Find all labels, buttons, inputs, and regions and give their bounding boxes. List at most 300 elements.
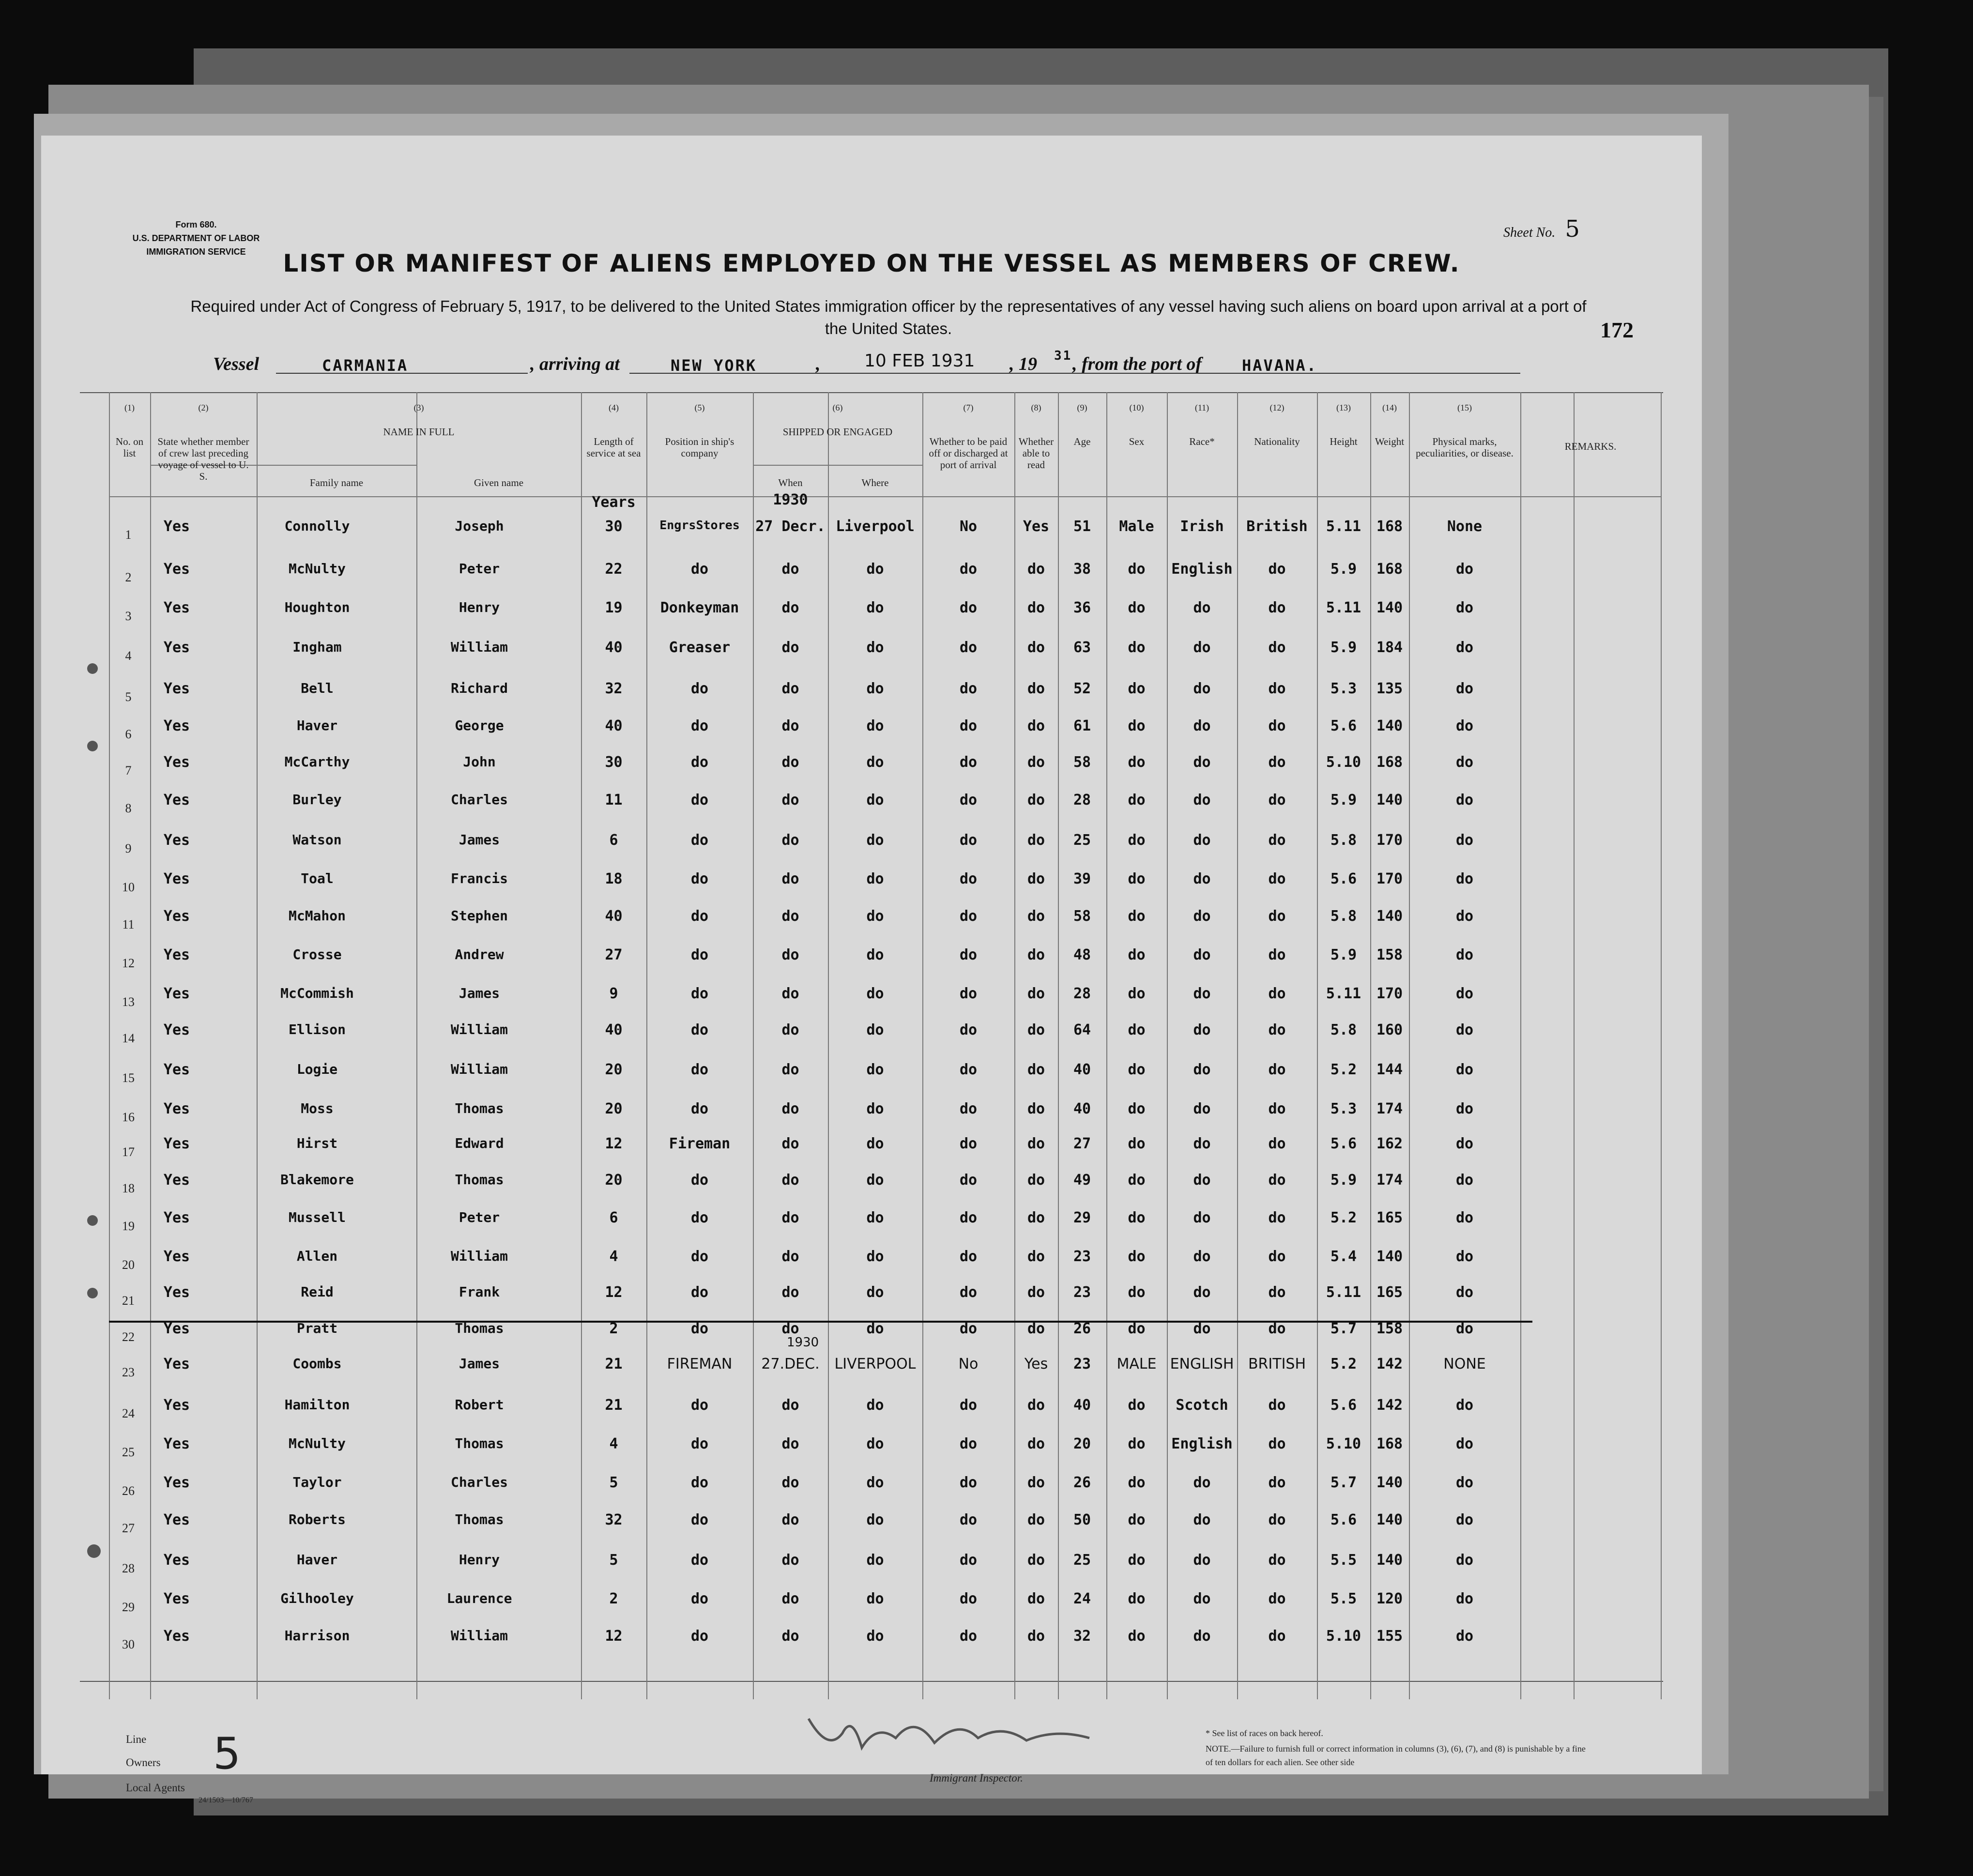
cell-prev: Yes — [163, 1356, 190, 1373]
cell-read: do — [1027, 1511, 1045, 1528]
cell-position: do — [690, 1100, 709, 1117]
cell-paid: No — [959, 518, 978, 535]
cell-position: Greaser — [669, 639, 731, 656]
cell-paid: do — [959, 1511, 978, 1528]
cell-race: do — [1193, 1172, 1211, 1189]
strikethrough-line — [109, 1321, 1532, 1323]
column-header-c5: Position in ship's company — [665, 436, 734, 459]
cell-family: McCommish — [280, 985, 354, 1001]
cell-position: do — [690, 1022, 709, 1038]
cell-family: Gilhooley — [280, 1590, 354, 1606]
cell-family: McNulty — [288, 1435, 346, 1451]
cell-race: do — [1193, 754, 1211, 771]
cell-when: do — [781, 1590, 799, 1607]
cell-read: do — [1027, 1435, 1045, 1452]
cell-read: do — [1027, 1248, 1045, 1265]
cell-weight: 142 — [1376, 1397, 1403, 1414]
cell-given: Charles — [450, 1474, 508, 1490]
cell-service: 6 — [609, 832, 618, 849]
cell-height: 5.7 — [1330, 1320, 1357, 1337]
cell-family: Pratt — [296, 1320, 338, 1336]
punch-hole — [87, 741, 98, 751]
cell-family: Blakemore — [280, 1172, 354, 1188]
cell-race: do — [1193, 1552, 1211, 1569]
cell-where: do — [866, 1628, 884, 1645]
cell-age: 23 — [1073, 1248, 1091, 1265]
cell-age: 58 — [1073, 754, 1091, 771]
cell-paid: do — [959, 1628, 978, 1645]
cell-nat: do — [1268, 1248, 1286, 1265]
cell-where: do — [866, 870, 884, 887]
cell-height: 5.11 — [1326, 599, 1361, 616]
column-divider — [1574, 392, 1575, 1699]
column-header-c13: Height — [1330, 436, 1358, 447]
cell-when: do — [781, 792, 799, 808]
cell-sex: do — [1128, 1552, 1146, 1569]
cell-read: do — [1027, 1022, 1045, 1038]
cell-age: 52 — [1073, 680, 1091, 697]
cell-read: Yes — [1024, 1356, 1048, 1373]
cell-service: 12 — [605, 1135, 623, 1152]
cell-position: do — [690, 946, 709, 963]
cell-age: 26 — [1073, 1474, 1091, 1491]
cell-service: 40 — [605, 908, 623, 925]
cell-family: Roberts — [288, 1511, 346, 1527]
cell-given: William — [450, 1628, 508, 1644]
arrival-port: NEW YORK — [671, 356, 757, 375]
row-number: 17 — [122, 1145, 135, 1159]
cell-paid: do — [959, 717, 978, 734]
cell-given: Henry — [459, 599, 500, 615]
cell-prev: Yes — [163, 1135, 190, 1152]
cell-prev: Yes — [163, 1511, 190, 1528]
given-name-header: Given name — [474, 477, 524, 488]
cell-given: James — [459, 1356, 500, 1372]
cell-when: do — [781, 946, 799, 963]
cell-position: do — [690, 680, 709, 697]
cell-when: do — [781, 1320, 799, 1337]
cell-service: 22 — [605, 561, 623, 578]
cell-when: do — [781, 1474, 799, 1491]
cell-paid: do — [959, 832, 978, 849]
cell-marks: do — [1455, 1135, 1474, 1152]
cell-given: James — [459, 832, 500, 848]
cell-when: do — [781, 908, 799, 925]
cell-given: Peter — [459, 1209, 500, 1225]
cell-sex: do — [1128, 717, 1146, 734]
cell-where: do — [866, 1248, 884, 1265]
fine-note: NOTE.—Failure to furnish full or correct information in columns (3), (6), (7), and (8) is punishable by a fine of ten dollars for each alien. See other side — [1206, 1744, 1586, 1767]
cell-read: do — [1027, 754, 1045, 771]
cell-nat: do — [1268, 717, 1286, 734]
cell-weight: 140 — [1376, 599, 1403, 616]
cell-sex: do — [1128, 639, 1146, 656]
cell-race: do — [1193, 1628, 1211, 1645]
cell-read: do — [1027, 717, 1045, 734]
cell-where: Liverpool — [836, 518, 915, 535]
cell-given: Andrew — [455, 946, 504, 962]
column-divider — [1167, 392, 1168, 1699]
cell-family: Reid — [301, 1284, 334, 1300]
cell-when: do — [781, 1284, 799, 1301]
cell-given: Joseph — [455, 518, 504, 534]
cell-read: do — [1027, 1135, 1045, 1152]
column-header-c12: Nationality — [1254, 436, 1300, 447]
cell-marks: do — [1455, 561, 1474, 578]
cell-height: 5.9 — [1330, 1172, 1357, 1189]
cell-sex: do — [1128, 832, 1146, 849]
cell-marks: do — [1455, 717, 1474, 734]
cell-when: do — [781, 639, 799, 656]
cell-race: do — [1193, 599, 1211, 616]
cell-family: Watson — [292, 832, 342, 848]
column-number-c1: (1) — [124, 403, 135, 412]
cell-weight: 160 — [1376, 1022, 1403, 1038]
cell-marks: do — [1455, 1435, 1474, 1452]
cell-marks: do — [1455, 680, 1474, 697]
column-divider — [150, 392, 151, 1699]
cell-age: 63 — [1073, 639, 1091, 656]
vessel-label: Vessel — [213, 354, 259, 374]
cell-paid: do — [959, 1590, 978, 1607]
cell-age: 23 — [1073, 1284, 1091, 1301]
cell-nat: do — [1268, 1552, 1286, 1569]
cell-nat: do — [1268, 1320, 1286, 1337]
row-number: 28 — [122, 1561, 135, 1575]
cell-age: 26 — [1073, 1320, 1091, 1337]
cell-height: 5.9 — [1330, 792, 1357, 808]
cell-when: do — [781, 1209, 799, 1226]
service-name: IMMIGRATION SERVICE — [146, 247, 246, 257]
cell-when: do — [781, 680, 799, 697]
cell-where: do — [866, 1511, 884, 1528]
cell-age: 28 — [1073, 792, 1091, 808]
column-divider — [109, 392, 110, 1699]
cell-where: do — [866, 832, 884, 849]
cell-nat: do — [1268, 561, 1286, 578]
departure-port: HAVANA. — [1242, 356, 1317, 375]
cell-service: 12 — [605, 1284, 623, 1301]
row-number: 29 — [122, 1600, 135, 1614]
cell-nat: do — [1268, 946, 1286, 963]
cell-prev: Yes — [163, 1552, 190, 1569]
cell-sex: do — [1128, 1284, 1146, 1301]
cell-prev: Yes — [163, 754, 190, 771]
cell-weight: 170 — [1376, 985, 1403, 1002]
cell-weight: 140 — [1376, 1511, 1403, 1528]
cell-position: do — [690, 985, 709, 1002]
cell-family: Hirst — [296, 1135, 338, 1151]
cell-service: 4 — [609, 1248, 618, 1265]
cell-age: 25 — [1073, 832, 1091, 849]
column-divider — [1661, 392, 1662, 1699]
cell-age: 61 — [1073, 717, 1091, 734]
cell-nat: BRITISH — [1248, 1356, 1306, 1373]
row-number: 21 — [122, 1294, 135, 1308]
cell-when: do — [781, 832, 799, 849]
row-number: 26 — [122, 1484, 135, 1498]
cell-where: do — [866, 985, 884, 1002]
cell-paid: do — [959, 1022, 978, 1038]
cell-where: do — [866, 1135, 884, 1152]
cell-weight: 170 — [1376, 870, 1403, 887]
cell-height: 5.10 — [1326, 1628, 1361, 1645]
cell-weight: 155 — [1376, 1628, 1403, 1645]
print-code: 24/1503—10/767 — [199, 1796, 253, 1804]
cell-race: do — [1193, 1474, 1211, 1491]
cell-age: 25 — [1073, 1552, 1091, 1569]
cell-nat: do — [1268, 870, 1286, 887]
cell-height: 5.10 — [1326, 754, 1361, 771]
cell-service: 9 — [609, 985, 618, 1002]
cell-height: 5.9 — [1330, 561, 1357, 578]
sheet-number-value: 5 — [1565, 215, 1580, 243]
cell-paid: do — [959, 1284, 978, 1301]
cell-service: 21 — [605, 1356, 623, 1373]
cell-read: do — [1027, 792, 1045, 808]
cell-marks: do — [1455, 1320, 1474, 1337]
cell-when: do — [781, 1552, 799, 1569]
cell-service: 32 — [605, 680, 623, 697]
cell-sex: do — [1128, 1435, 1146, 1452]
cell-nat: British — [1246, 518, 1308, 535]
cell-position: do — [690, 1284, 709, 1301]
cell-marks: do — [1455, 792, 1474, 808]
cell-service: 2 — [609, 1320, 618, 1337]
row-number: 15 — [122, 1071, 135, 1085]
cell-race: do — [1193, 870, 1211, 887]
row-number: 16 — [122, 1110, 135, 1124]
cell-race: do — [1193, 717, 1211, 734]
cell-nat: do — [1268, 1397, 1286, 1414]
cell-family: Crosse — [292, 946, 342, 962]
remarks-header: REMARKS. — [1564, 441, 1617, 452]
cell-given: Francis — [450, 870, 508, 886]
cell-where: do — [866, 1284, 884, 1301]
cell-family: McMahon — [288, 908, 346, 924]
year-entry: 1930 — [773, 491, 808, 508]
cell-family: Hamilton — [284, 1397, 350, 1413]
cell-given: Thomas — [455, 1320, 504, 1336]
cell-prev: Yes — [163, 1100, 190, 1117]
sheet-code: 172 — [1600, 318, 1634, 342]
cell-sex: MALE — [1117, 1356, 1157, 1373]
cell-height: 5.6 — [1330, 717, 1357, 734]
cell-height: 5.11 — [1326, 985, 1361, 1002]
cell-service: 30 — [605, 518, 623, 535]
cell-nat: do — [1268, 1590, 1286, 1607]
cell-given: Richard — [450, 680, 508, 696]
row-number: 25 — [122, 1445, 135, 1459]
cell-sex: do — [1128, 792, 1146, 808]
cell-given: William — [450, 1248, 508, 1264]
row-number: 4 — [125, 649, 132, 663]
cell-nat: do — [1268, 792, 1286, 808]
cell-age: 40 — [1073, 1061, 1091, 1078]
cell-height: 5.6 — [1330, 1511, 1357, 1528]
cell-marks: do — [1455, 1172, 1474, 1189]
cell-sex: do — [1128, 754, 1146, 771]
cell-race: do — [1193, 792, 1211, 808]
cell-given: Thomas — [455, 1100, 504, 1116]
cell-prev: Yes — [163, 1284, 190, 1301]
cell-weight: 170 — [1376, 832, 1403, 849]
cell-prev: Yes — [163, 1248, 190, 1265]
cell-sex: do — [1128, 1172, 1146, 1189]
column-divider — [581, 392, 582, 1699]
cell-family: Haver — [296, 717, 338, 733]
cell-position: do — [690, 1061, 709, 1078]
cell-prev: Yes — [163, 946, 190, 963]
cell-paid: do — [959, 561, 978, 578]
cell-paid: do — [959, 754, 978, 771]
cell-marks: do — [1455, 1209, 1474, 1226]
cell-race: do — [1193, 985, 1211, 1002]
cell-read: do — [1027, 639, 1045, 656]
cell-prev: Yes — [163, 1061, 190, 1078]
cell-paid: do — [959, 1397, 978, 1414]
cell-service: 40 — [605, 1022, 623, 1038]
races-note: * See list of races on back hereof. — [1206, 1728, 1323, 1738]
cell-sex: do — [1128, 1135, 1146, 1152]
cell-read: do — [1027, 1628, 1045, 1645]
family-name-header: Family name — [309, 477, 364, 488]
cell-race: do — [1193, 1209, 1211, 1226]
column-number-c6: (6) — [832, 403, 843, 412]
column-header-c14: Weight — [1375, 436, 1405, 447]
cell-paid: No — [958, 1356, 979, 1373]
cell-paid: do — [959, 680, 978, 697]
cell-when: do — [781, 561, 799, 578]
cell-race: do — [1193, 1100, 1211, 1117]
cell-family: Haver — [296, 1552, 338, 1568]
cell-position: do — [690, 1552, 709, 1569]
cell-age: 49 — [1073, 1172, 1091, 1189]
cell-given: William — [450, 639, 508, 655]
cell-weight: 140 — [1376, 1248, 1403, 1265]
cell-age: 50 — [1073, 1511, 1091, 1528]
where-header: Where — [861, 477, 889, 488]
cell-sex: do — [1128, 1022, 1146, 1038]
cell-nat: do — [1268, 1022, 1286, 1038]
cell-nat: do — [1268, 639, 1286, 656]
cell-family: Taylor — [292, 1474, 342, 1490]
cell-service: 20 — [605, 1172, 623, 1189]
cell-paid: do — [959, 870, 978, 887]
column-header-c11: Race* — [1189, 436, 1215, 447]
cell-paid: do — [959, 1248, 978, 1265]
cell-prev: Yes — [163, 680, 190, 697]
cell-when: do — [781, 1100, 799, 1117]
cell-when: do — [781, 599, 799, 616]
cell-height: 5.5 — [1330, 1552, 1357, 1569]
cell-race: do — [1193, 639, 1211, 656]
cell-given: Thomas — [455, 1172, 504, 1188]
cell-read: do — [1027, 1284, 1045, 1301]
cell-read: Yes — [1023, 518, 1050, 535]
row-number: 13 — [122, 995, 135, 1009]
cell-position: do — [690, 1172, 709, 1189]
cell-family: Bell — [301, 680, 334, 696]
cell-read: do — [1027, 946, 1045, 963]
column-number-c10: (10) — [1129, 403, 1144, 412]
cell-weight: 140 — [1376, 1552, 1403, 1569]
cell-read: do — [1027, 1320, 1045, 1337]
cell-sex: do — [1128, 1511, 1146, 1528]
cell-given: Edward — [455, 1135, 504, 1151]
cell-position: do — [690, 717, 709, 734]
cell-nat: do — [1268, 680, 1286, 697]
cell-when: do — [781, 1248, 799, 1265]
cell-position: do — [690, 561, 709, 578]
cell-service: 19 — [605, 599, 623, 616]
row-number: 1 — [125, 528, 132, 542]
punch-hole — [87, 1288, 98, 1298]
column-header-c2: State whether member of crew last preceding voyage of vessel to U. S. — [157, 436, 249, 482]
cell-sex: do — [1128, 985, 1146, 1002]
cell-age: 58 — [1073, 908, 1091, 925]
cell-weight: 162 — [1376, 1135, 1403, 1152]
cell-sex: do — [1128, 1061, 1146, 1078]
cell-where: LIVERPOOL — [834, 1356, 916, 1373]
column-divider — [1370, 392, 1371, 1699]
cell-weight: 158 — [1376, 1320, 1403, 1337]
cell-height: 5.6 — [1330, 1135, 1357, 1152]
from-port-label: , from the port of — [1072, 354, 1202, 374]
cell-given: Laurence — [446, 1590, 512, 1606]
cell-position: do — [690, 792, 709, 808]
sheet-number — [1503, 215, 1580, 243]
cell-read: do — [1027, 599, 1045, 616]
inspector-signature — [799, 1704, 1128, 1762]
cell-weight: 158 — [1376, 946, 1403, 963]
cell-paid: do — [959, 792, 978, 808]
underline — [276, 373, 528, 374]
cell-position: do — [690, 1248, 709, 1265]
cell-marks: do — [1455, 1061, 1474, 1078]
cell-family: Coombs — [292, 1356, 342, 1372]
cell-service: 12 — [605, 1628, 623, 1645]
cell-marks: do — [1455, 832, 1474, 849]
column-number-c4: (4) — [609, 403, 619, 412]
cell-prev: Yes — [163, 908, 190, 925]
cell-service: 6 — [609, 1209, 618, 1226]
cell-prev: Yes — [163, 1320, 190, 1337]
column-number-c7: (7) — [963, 403, 974, 412]
cell-race: do — [1193, 1022, 1211, 1038]
column-divider — [1058, 392, 1059, 1699]
cell-sex: do — [1128, 1474, 1146, 1491]
form-number: Form 680. — [175, 220, 217, 229]
manifest-page: Form 680. U.S. DEPARTMENT OF LABOR IMMIGRATION SERVICE Sheet No. 5 LIST OR MANIFEST OF ALIENS EMPLOYED ON THE VESSEL AS MEMBERS OF CREW. Required under Act of Congress of February 5, 1917, to be delivered to the United States immigration officer by the representatives of any vessel having such aliens on board upon arrival at a port of the United States. 172 Vessel CARMANIA , arriving at NEW YORK , 10 FEB 1931 , 19 31 , from the port of HAVANA. — [41, 136, 1702, 1774]
column-header-c7: Whether to be paid off or discharged at port of arrival — [929, 436, 1008, 471]
cell-family: Logie — [296, 1061, 338, 1077]
cell-given: Robert — [455, 1397, 504, 1413]
cell-height: 5.9 — [1330, 639, 1357, 656]
cell-service: 40 — [605, 717, 623, 734]
cell-service: 30 — [605, 754, 623, 771]
cell-given: Stephen — [450, 908, 508, 924]
cell-given: William — [450, 1022, 508, 1037]
column-header-c8: Whether able to read — [1018, 436, 1054, 471]
cell-position: do — [690, 754, 709, 771]
cell-race: English — [1171, 561, 1233, 578]
column-divider — [828, 392, 829, 1699]
cell-weight: 142 — [1376, 1356, 1403, 1373]
cell-nat: do — [1268, 1474, 1286, 1491]
cell-height: 5.6 — [1330, 870, 1357, 887]
column-divider — [922, 392, 923, 1699]
